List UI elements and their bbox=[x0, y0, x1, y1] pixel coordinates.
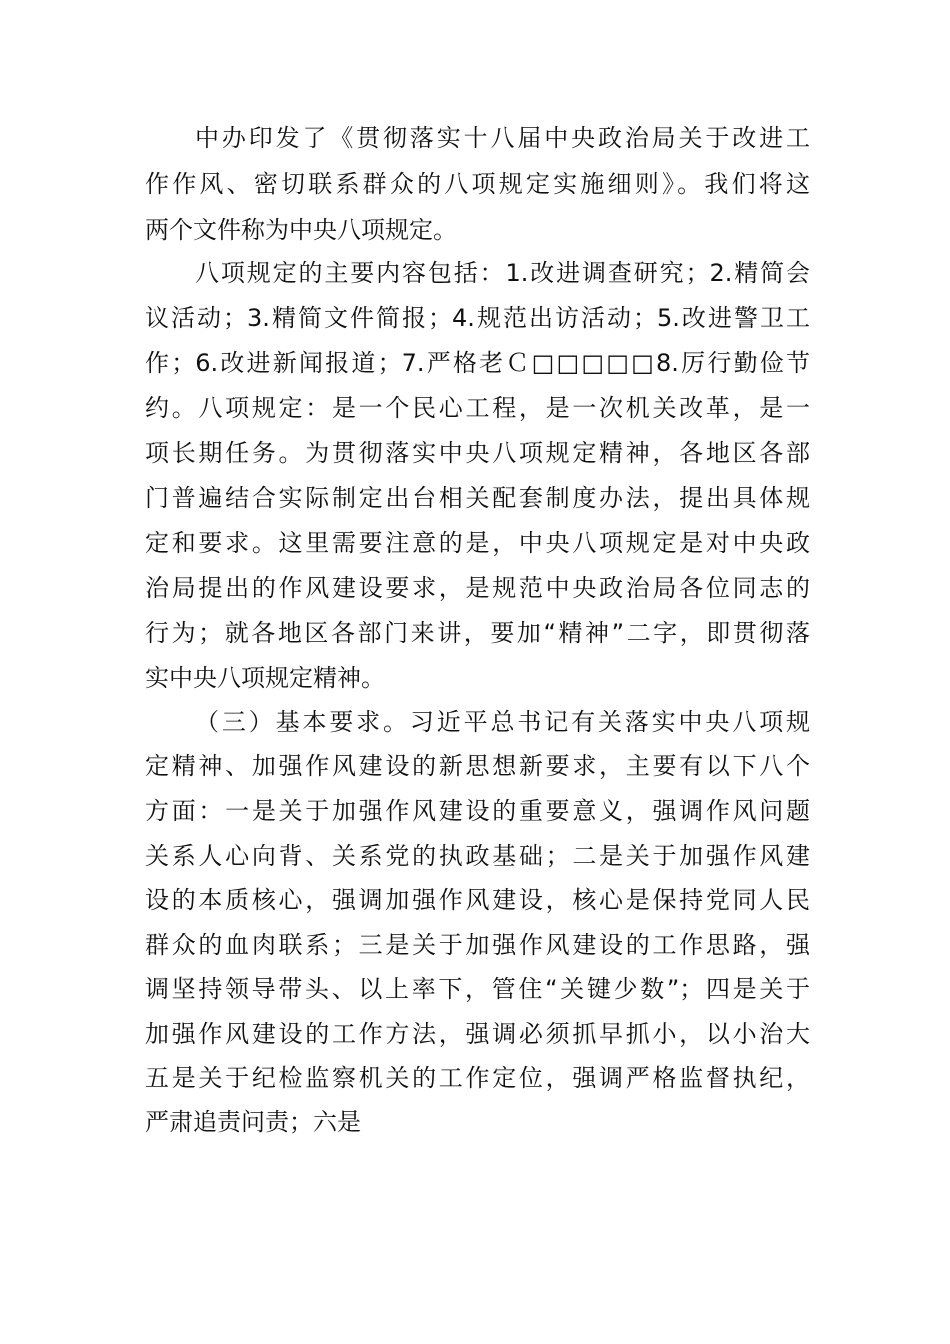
text-line: （三）基本要求。习近平总书记有关落实中央八项规 bbox=[195, 708, 810, 736]
text-line: 调坚持领导带头、以上率下，管住“关键少数”；四是关于 bbox=[145, 975, 810, 1003]
text-line: 设的本质核心，强调加强作风建设，核心是保持党同人民 bbox=[145, 886, 810, 914]
text-line: 作作风、密切联系群众的八项规定实施细则》。我们将这 bbox=[145, 170, 810, 198]
text-line: 作；6.改进新闻报道；7.严格老Ｃ□□□□□8.厉行勤俭节 bbox=[145, 349, 810, 377]
text-line: 项长期任务。为贯彻落实中央八项规定精神，各地区各部 bbox=[145, 439, 810, 467]
text-line: 八项规定的主要内容包括：1.改进调查研究；2.精简会 bbox=[195, 259, 810, 287]
text-line: 定精神、加强作风建设的新思想新要求，主要有以下八个 bbox=[145, 752, 810, 780]
text-line: 约。八项规定：是一个民心工程，是一次机关改革，是一 bbox=[145, 394, 810, 422]
text-line: 群众的血肉联系；三是关于加强作风建设的工作思路，强 bbox=[145, 931, 810, 959]
text-line: 门普遍结合实际制定出台相关配套制度办法，提出具体规 bbox=[145, 484, 810, 512]
text-line: 方面：一是关于加强作风建设的重要意义，强调作风问题 bbox=[145, 797, 810, 825]
text-line: 治局提出的作风建设要求，是规范中央政治局各位同志的 bbox=[145, 574, 810, 602]
text-line: 实中央八项规定精神。 bbox=[145, 664, 385, 692]
text-line: 五是关于纪检监察机关的工作定位，强调严格监督执纪， bbox=[145, 1064, 810, 1092]
text-line: 行为；就各地区各部门来讲，要加“精神”二字，即贯彻落 bbox=[145, 619, 810, 647]
text-line: 议活动；3.精简文件简报；4.规范出访活动；5.改进警卫工 bbox=[145, 304, 810, 332]
text-line: 中办印发了《贯彻落实十八届中央政治局关于改进工 bbox=[195, 124, 810, 152]
text-line: 严肃追责问责；六是 bbox=[145, 1108, 361, 1136]
text-line: 加强作风建设的工作方法，强调必须抓早抓小，以小治大 bbox=[145, 1020, 810, 1048]
text-line: 定和要求。这里需要注意的是，中央八项规定是对中央政 bbox=[145, 529, 810, 557]
text-line: 关系人心向背、关系党的执政基础；二是关于加强作风建 bbox=[145, 842, 810, 870]
text-line: 两个文件称为中央八项规定。 bbox=[145, 216, 457, 244]
